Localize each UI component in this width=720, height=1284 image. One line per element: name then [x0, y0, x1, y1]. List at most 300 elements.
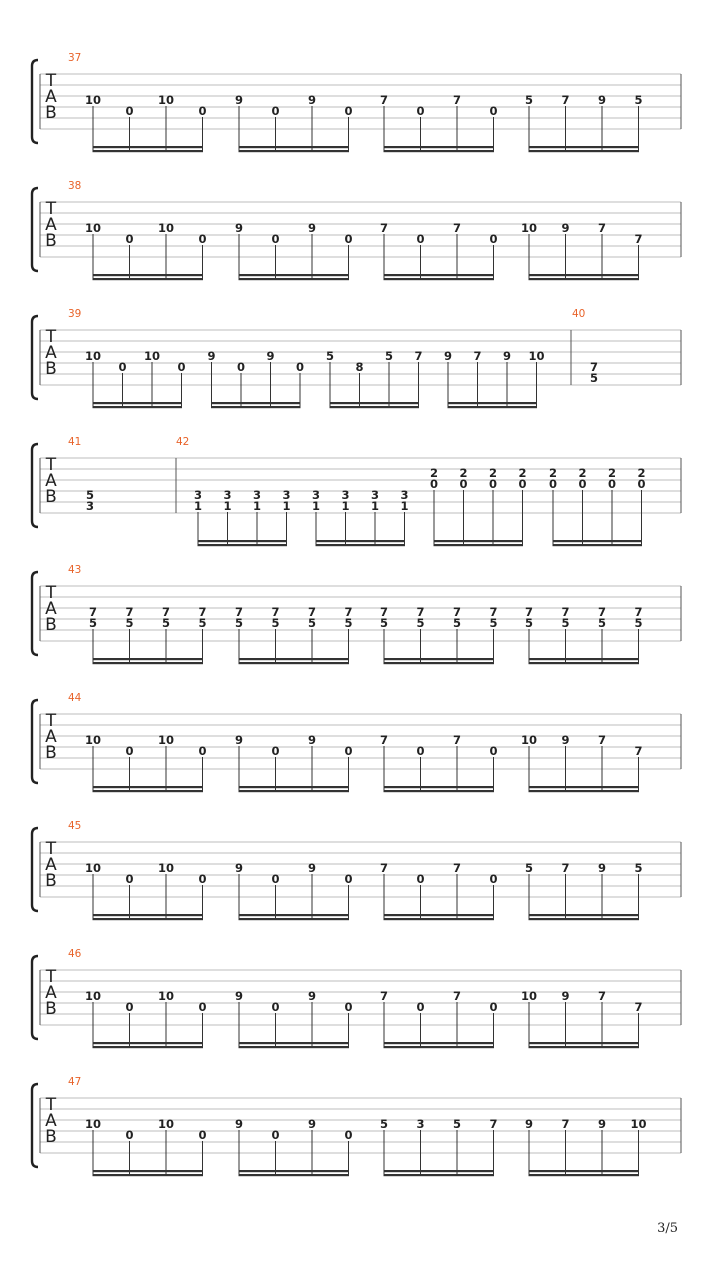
beam-primary [93, 914, 204, 916]
note-group [85, 349, 186, 408]
fret-number: 9 [307, 93, 317, 107]
fret-number: 7 [634, 232, 643, 246]
beam-secondary [448, 406, 538, 408]
fret-number: 9 [524, 1117, 534, 1131]
fret-number: 3 [193, 488, 203, 502]
fret-number: 5 [379, 616, 389, 630]
fret-number: 10 [84, 93, 102, 107]
beam-primary [239, 1042, 350, 1044]
beam-primary [529, 1170, 640, 1172]
fret-number: 10 [84, 861, 102, 875]
tab-clef-letter: A [45, 727, 57, 747]
tab-clef-letter: T [45, 199, 57, 219]
note-group [521, 221, 643, 280]
staff-system [32, 948, 681, 1048]
fret-number: 9 [234, 221, 244, 235]
fret-number: 7 [452, 221, 462, 235]
note-group [312, 488, 409, 546]
beam-secondary [529, 1046, 640, 1048]
fret-number: 0 [271, 744, 280, 758]
note-group [235, 1117, 353, 1176]
system-bracket [32, 828, 38, 911]
note-group [326, 349, 423, 408]
beam-primary [384, 146, 495, 148]
tab-clef [45, 327, 57, 379]
fret-number: 9 [443, 349, 453, 363]
tab-clef [45, 583, 57, 635]
system-bracket [32, 188, 38, 271]
fret-number: 0 [271, 1000, 280, 1014]
beam-secondary [93, 918, 204, 920]
beam-secondary [93, 662, 204, 664]
fret-number: 0 [125, 744, 134, 758]
fret-number: 10 [84, 221, 102, 235]
note-group [521, 733, 643, 792]
measure-number: 42 [176, 436, 190, 448]
tab-clef [45, 455, 57, 507]
note-group [85, 989, 207, 1048]
beam-primary [198, 540, 288, 542]
fret-number: 0 [518, 477, 527, 491]
fret-number: 7 [561, 861, 570, 875]
beam-primary [384, 658, 495, 660]
system-bracket [32, 572, 38, 655]
fret-number: 5 [452, 1117, 462, 1131]
beam-secondary [434, 544, 524, 546]
fret-number: 1 [252, 499, 262, 513]
fret-number: 9 [307, 221, 317, 235]
fret-number: 0 [198, 232, 207, 246]
fret-number: 7 [597, 989, 607, 1003]
measure [89, 605, 643, 664]
fret-number: 7 [161, 605, 171, 619]
fret-number: 2 [548, 466, 558, 480]
beam-secondary [93, 406, 183, 408]
fret-number: 0 [125, 104, 134, 118]
tab-clef-letter: A [45, 215, 57, 235]
fret-number: 2 [637, 466, 646, 480]
fret-number: 0 [125, 1128, 134, 1142]
fret-number: 7 [452, 605, 462, 619]
fret-number: 10 [157, 93, 175, 107]
fret-number: 10 [143, 349, 161, 363]
tab-clef-letter: B [45, 103, 57, 123]
beam-primary [211, 402, 301, 404]
fret-number: 5 [589, 371, 599, 385]
beam-primary [384, 786, 495, 788]
note-group [525, 861, 643, 920]
fret-number: 7 [379, 605, 389, 619]
note-group [380, 93, 498, 152]
tab-clef [45, 199, 57, 251]
measure [85, 733, 643, 792]
fret-number: 8 [355, 360, 364, 374]
note-group [194, 488, 291, 546]
fret-number: 0 [125, 872, 134, 886]
measure [85, 349, 545, 408]
fret-number: 5 [634, 861, 643, 875]
fret-number: 9 [266, 349, 275, 363]
system-bracket [32, 444, 38, 527]
beam-secondary [529, 662, 640, 664]
fret-number: 10 [157, 989, 175, 1003]
fret-number: 0 [416, 872, 425, 886]
beam-secondary [239, 662, 350, 664]
beam-primary [529, 146, 640, 148]
fret-number: 5 [524, 616, 534, 630]
fret-number: 10 [84, 733, 102, 747]
beam-secondary [529, 278, 640, 280]
staff-system [32, 308, 681, 408]
fret-number: 2 [488, 466, 498, 480]
fret-number: 3 [223, 488, 232, 502]
tab-clef-letter: A [45, 471, 57, 491]
fret-number: 0 [198, 744, 207, 758]
fret-number: 10 [520, 221, 538, 235]
tab-clef-letter: B [45, 615, 57, 635]
tab-clef-letter: T [45, 455, 57, 475]
beam-secondary [384, 662, 495, 664]
tab-clef-letter: B [45, 871, 57, 891]
beam-primary [93, 1170, 204, 1172]
fret-number: 3 [85, 499, 95, 513]
tab-clef-letter: A [45, 343, 57, 363]
fret-number: 5 [85, 488, 95, 502]
fret-number: 1 [223, 499, 232, 513]
fret-number: 7 [414, 349, 423, 363]
beam-primary [384, 1170, 495, 1172]
fret-number: 0 [125, 232, 134, 246]
fret-number: 2 [518, 466, 527, 480]
fret-number: 0 [416, 1000, 425, 1014]
tab-clef-letter: T [45, 1095, 57, 1115]
fret-number: 9 [207, 349, 216, 363]
fret-number: 5 [198, 616, 207, 630]
measure [85, 221, 643, 280]
fret-number: 1 [341, 499, 350, 513]
fret-number: 7 [589, 360, 599, 374]
measure [194, 466, 646, 546]
fret-number: 0 [118, 360, 127, 374]
tab-clef-letter: B [45, 359, 57, 379]
fret-number: 0 [344, 1128, 353, 1142]
fret-number: 7 [452, 93, 462, 107]
system-bracket [32, 60, 38, 143]
fret-number: 10 [84, 1117, 102, 1131]
fret-number: 9 [234, 861, 244, 875]
note-group [235, 861, 353, 920]
fret-number: 5 [384, 349, 394, 363]
note-group [549, 466, 646, 546]
tab-clef-letter: B [45, 1127, 57, 1147]
fret-number: 3 [341, 488, 350, 502]
tab-clef-letter: A [45, 983, 57, 1003]
fret-number: 5 [379, 1117, 389, 1131]
tab-clef-letter: B [45, 231, 57, 251]
fret-number: 0 [198, 1000, 207, 1014]
beam-secondary [93, 150, 204, 152]
fret-number: 10 [520, 989, 538, 1003]
beam-secondary [239, 1046, 350, 1048]
fret-number: 7 [379, 733, 389, 747]
system-bracket [32, 1084, 38, 1167]
fret-number: 10 [84, 349, 102, 363]
measure-number: 40 [572, 308, 586, 320]
staff-system [32, 1076, 681, 1176]
fret-number: 10 [630, 1117, 647, 1131]
fret-number: 7 [634, 605, 643, 619]
fret-number: 0 [459, 477, 468, 491]
tab-clef-letter: B [45, 743, 57, 763]
fret-number: 9 [597, 1117, 607, 1131]
fret-number: 0 [416, 744, 425, 758]
fret-number: 7 [88, 605, 98, 619]
measure-number: 43 [68, 564, 82, 576]
fret-number: 0 [198, 872, 207, 886]
tab-clef-letter: T [45, 967, 57, 987]
note-group [85, 1117, 207, 1176]
note-group [525, 1117, 647, 1176]
beam-primary [93, 658, 204, 660]
fret-number: 9 [307, 989, 317, 1003]
beam-primary [448, 402, 538, 404]
fret-number: 7 [597, 221, 607, 235]
note-group [521, 989, 643, 1048]
fret-number: 0 [125, 1000, 134, 1014]
fret-number: 9 [307, 733, 317, 747]
fret-number: 2 [607, 466, 617, 480]
beam-secondary [93, 790, 204, 792]
fret-number: 0 [271, 872, 280, 886]
fret-number: 7 [561, 1117, 570, 1131]
beam-primary [239, 146, 350, 148]
fret-number: 0 [416, 232, 425, 246]
note-group [380, 1117, 498, 1176]
fret-number: 7 [307, 605, 317, 619]
fret-number: 9 [597, 93, 607, 107]
fret-number: 7 [634, 744, 643, 758]
fret-number: 7 [597, 605, 607, 619]
measure-number: 38 [68, 180, 82, 192]
fret-number: 7 [379, 861, 389, 875]
beam-primary [384, 274, 495, 276]
fret-number: 0 [344, 232, 353, 246]
beam-secondary [93, 1174, 204, 1176]
beam-secondary [529, 1174, 640, 1176]
tab-clef [45, 71, 57, 123]
tab-clef [45, 967, 57, 1019]
fret-number: 3 [416, 1117, 425, 1131]
fret-number: 7 [271, 605, 280, 619]
fret-number: 10 [157, 861, 175, 875]
fret-number: 1 [400, 499, 409, 513]
fret-number: 0 [177, 360, 186, 374]
beam-secondary [553, 544, 643, 546]
beam-primary [434, 540, 524, 542]
fret-number: 7 [379, 989, 389, 1003]
note-group [525, 605, 643, 664]
fret-number: 7 [524, 605, 534, 619]
beam-secondary [384, 278, 495, 280]
fret-number: 0 [416, 104, 425, 118]
chord [86, 488, 94, 513]
fret-number: 5 [161, 616, 171, 630]
beam-secondary [384, 1046, 495, 1048]
tab-clef-letter: B [45, 999, 57, 1019]
fret-number: 0 [607, 477, 617, 491]
staff-system [32, 692, 681, 792]
note-group [444, 349, 545, 408]
staff-system [32, 180, 681, 280]
fret-number: 5 [344, 616, 353, 630]
note-group [380, 733, 498, 792]
fret-number: 0 [198, 1128, 207, 1142]
note-group [85, 221, 207, 280]
fret-number: 9 [234, 93, 244, 107]
beam-primary [529, 274, 640, 276]
measure-number: 47 [68, 1076, 82, 1088]
fret-number: 7 [344, 605, 353, 619]
fret-number: 0 [429, 477, 439, 491]
beam-secondary [93, 278, 204, 280]
beam-primary [330, 402, 420, 404]
tab-clef [45, 1095, 57, 1147]
note-group [85, 93, 207, 152]
measure-number: 46 [68, 948, 82, 960]
beam-secondary [384, 1174, 495, 1176]
fret-number: 0 [295, 360, 305, 374]
note-group [207, 349, 304, 408]
note-group [380, 861, 498, 920]
system-bracket [32, 956, 38, 1039]
fret-number: 5 [561, 616, 570, 630]
fret-number: 0 [344, 1000, 353, 1014]
note-group [525, 93, 643, 152]
fret-number: 7 [416, 605, 425, 619]
tab-clef-letter: T [45, 71, 57, 91]
fret-number: 10 [520, 733, 538, 747]
note-group [85, 733, 207, 792]
tab-clef-letter: B [45, 487, 57, 507]
fret-number: 3 [282, 488, 291, 502]
fret-number: 5 [125, 616, 134, 630]
staff-system [32, 436, 681, 546]
beam-primary [239, 658, 350, 660]
measure [85, 861, 643, 920]
tab-clef-letter: T [45, 583, 57, 603]
beam-secondary [529, 790, 640, 792]
beam-primary [529, 786, 640, 788]
beam-primary [93, 402, 183, 404]
note-group [235, 989, 353, 1048]
beam-secondary [529, 918, 640, 920]
fret-number: 0 [271, 1128, 280, 1142]
fret-number: 1 [311, 499, 321, 513]
fret-number: 5 [597, 616, 607, 630]
fret-number: 5 [634, 616, 643, 630]
beam-primary [239, 786, 350, 788]
tab-clef [45, 711, 57, 763]
fret-number: 0 [236, 360, 246, 374]
fret-number: 7 [489, 605, 498, 619]
fret-number: 0 [271, 104, 280, 118]
beam-secondary [384, 150, 495, 152]
beam-secondary [239, 278, 350, 280]
fret-number: 1 [193, 499, 203, 513]
beam-primary [93, 1042, 204, 1044]
beam-primary [553, 540, 643, 542]
fret-number: 5 [307, 616, 317, 630]
fret-number: 10 [84, 989, 102, 1003]
fret-number: 0 [489, 232, 498, 246]
chord [590, 360, 598, 385]
fret-number: 9 [502, 349, 512, 363]
fret-number: 0 [344, 872, 353, 886]
note-group [235, 93, 353, 152]
fret-number: 5 [524, 861, 534, 875]
beam-secondary [384, 918, 495, 920]
note-group [380, 221, 498, 280]
staff-system [32, 820, 681, 920]
fret-number: 10 [528, 349, 545, 363]
tab-clef-letter: T [45, 327, 57, 347]
fret-number: 5 [634, 93, 643, 107]
measure-number: 39 [68, 308, 82, 320]
staff-system [32, 52, 681, 152]
beam-secondary [198, 544, 288, 546]
tab-clef-letter: T [45, 839, 57, 859]
fret-number: 9 [234, 1117, 244, 1131]
beam-primary [529, 1042, 640, 1044]
fret-number: 5 [234, 616, 244, 630]
tab-clef-letter: A [45, 87, 57, 107]
fret-number: 5 [524, 93, 534, 107]
measure [85, 93, 643, 152]
fret-number: 9 [234, 733, 244, 747]
fret-number: 9 [561, 989, 570, 1003]
beam-primary [239, 274, 350, 276]
fret-number: 0 [489, 872, 498, 886]
fret-number: 10 [157, 221, 175, 235]
fret-number: 7 [489, 1117, 498, 1131]
fret-number: 10 [157, 733, 175, 747]
fret-number: 9 [307, 1117, 317, 1131]
fret-number: 7 [125, 605, 134, 619]
tab-clef-letter: T [45, 711, 57, 731]
fret-number: 7 [452, 733, 462, 747]
beam-primary [93, 786, 204, 788]
fret-number: 0 [548, 477, 558, 491]
fret-number: 0 [489, 744, 498, 758]
beam-primary [239, 1170, 350, 1172]
note-group [380, 605, 498, 664]
beam-secondary [239, 150, 350, 152]
beam-primary [93, 146, 204, 148]
fret-number: 2 [578, 466, 587, 480]
page-number: 3/5 [657, 1221, 678, 1236]
beam-primary [316, 540, 406, 542]
fret-number: 2 [459, 466, 468, 480]
beam-primary [529, 914, 640, 916]
beam-primary [529, 658, 640, 660]
fret-number: 0 [489, 104, 498, 118]
fret-number: 5 [489, 616, 498, 630]
fret-number: 0 [271, 232, 280, 246]
fret-number: 5 [452, 616, 462, 630]
fret-number: 7 [452, 989, 462, 1003]
fret-number: 7 [561, 93, 570, 107]
fret-number: 2 [429, 466, 439, 480]
